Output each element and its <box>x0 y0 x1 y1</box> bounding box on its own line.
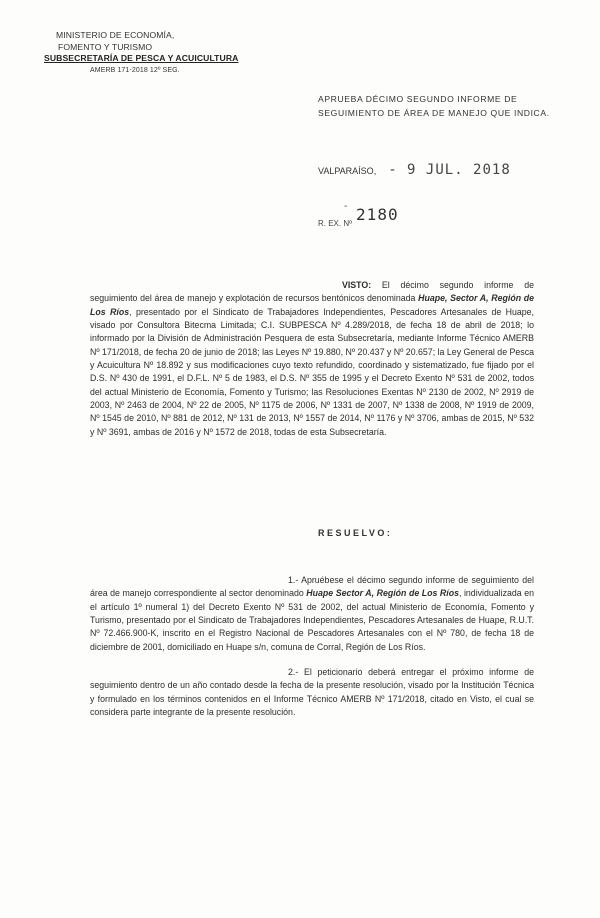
visto-label: VISTO: <box>342 280 372 290</box>
letterhead <box>44 30 238 76</box>
article-1-text-a: 1.- Apruébese el décimo segundo informe de seguimiento del área de manejo correspondiente al sector denominado <box>90 575 534 599</box>
letterhead-ministry: MINISTERIO DE ECONOMÍA, <box>56 30 175 40</box>
resuelvo-heading: RESUELVO: <box>318 528 393 538</box>
place-date <box>318 162 511 178</box>
resolution-article-1 <box>90 574 534 654</box>
letterhead-ministry-cont: FOMENTO Y TURISMO <box>58 41 153 52</box>
visto-text-a: El décimo segundo informe de seguimiento del área de manejo y explotación de recursos bentónicos denominada <box>90 280 534 304</box>
letterhead-subsecretariat: SUBSECRETARÍA DE PESCA Y ACUICULTURA <box>44 53 239 63</box>
place-city: VALPARAÍSO, <box>318 166 377 176</box>
resolution-subject-line1: APRUEBA DÉCIMO SEGUNDO INFORME DE <box>318 94 518 104</box>
resolution-dash: - <box>344 201 348 212</box>
resolution-label: R. EX. Nº <box>318 219 353 228</box>
article-1-area-name: Huape Sector A, Región de Los Ríos <box>306 588 459 599</box>
resolution-article-2: 2.- El peticionario deberá entregar el próximo informe de seguimiento dentro de un año contado desde la fecha de la presente resolución, visado por la Institución Técnica y formulado en los términos contenidos en el Informe Técnico AMERB Nº 171/2018, citado en Visto, el cual se considera parte integrante de la presente resolución. <box>90 667 534 718</box>
visto-paragraph <box>90 279 534 439</box>
resolution-subject <box>318 92 550 120</box>
letterhead-reference-code: AMERB 171-2018 12º SEG. <box>90 66 180 74</box>
visto-text-b: , presentado por el Sindicato de Trabajadores Independientes, Pescadores Artesanales de Huape, visado por Consultora Bitecma Limitada; C.I. SUBPESCA Nº 4.289/2018, de fecha 18 de abril de 2018; lo informado por la División de Administración Pesquera de esta Subsecretaría, mediante Informe Técnico AMERB Nº 171/2018, de fecha 20 de junio de 2018; las Leyes Nº 19.880, Nº 20.437 y Nº 20.657; la Ley General de Pesca y Acuicultura Nº 18.892 y sus modificaciones cuyo texto refundido, coordinado y sistematizado, fue fijado por el D.S. Nº 430 de 1991, el D.F.L. Nº 5 de 1983, el D.S. Nº 355 de 1995 y el Decreto Exento Nº 531 de 2002, todos del actual Ministerio de Economía, Fomento y Turismo; las Resoluciones Exentas Nº 2130 de 2002, Nº 2919 de 2003, Nº 2463 de 2004, Nº 22 de 2005, Nº 1175 de 2006, Nº 1331 de 2007, Nº 1338 de 2008, Nº 1919 de 2009, Nº 1545 de 2010, Nº 881 de 2012, Nº 131 de 2013, Nº 1557 de 2014, Nº 1176 y Nº 3706, ambas de 2015, Nº 532 y Nº 3691, ambas de 2016 y Nº 1572 de 2018, todas de esta Subsecretaría. <box>90 306 534 437</box>
visto-area-name: Huape, Sector A, Región de Los Ríos <box>90 293 534 317</box>
stamped-date: - 9 JUL. 2018 <box>388 162 511 178</box>
article-1-text-b: , individualizada en el artículo 1º numeral 1) del Decreto Exento Nº 531 de 2002, del actual Ministerio de Economía, Fomento y Turismo, presentado por el Sindicato de Trabajadores Independientes, Pescadores Artesanales de Huape, R.U.T. Nº 72.466.900-K, inscrito en el Registro Nacional de Pescadores Artesanales con el Nº 780, de fecha 18 de diciembre de 2001, domiciliado en Huape s/n, comuna de Corral, Región de Los Ríos. <box>90 588 534 652</box>
resolution-subject-line2: SEGUIMIENTO DE ÁREA DE MANEJO QUE INDICA. <box>318 108 550 118</box>
resolution-number: 2180 <box>356 205 399 224</box>
resolution-number-block <box>318 201 399 230</box>
